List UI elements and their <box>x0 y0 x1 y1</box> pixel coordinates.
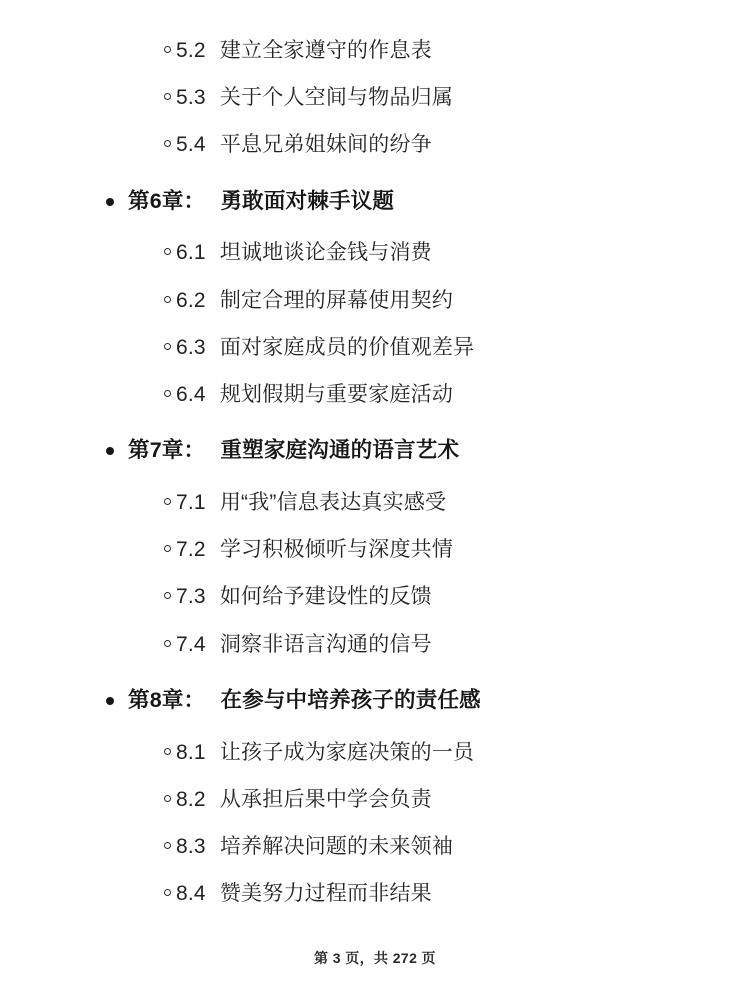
section-number: 6.1 <box>176 241 206 265</box>
chapter-title: 勇敢面对棘手议题 <box>220 188 395 213</box>
section-title: 规划假期与重要家庭活动 <box>219 383 454 406</box>
disc-bullet-icon <box>106 198 114 206</box>
section-title: 关于个人空间与物品归属 <box>219 86 454 110</box>
circle-bullet-icon <box>164 592 171 599</box>
section-title: 面对家庭成员的价值观差异 <box>219 335 475 359</box>
circle-bullet-icon <box>164 46 171 53</box>
section-list <box>60 38 690 158</box>
section-number: 8.3 <box>176 835 206 859</box>
section-list <box>60 740 690 907</box>
section-number: 5.4 <box>176 133 206 157</box>
toc-group <box>60 687 690 907</box>
table-of-contents <box>60 38 690 906</box>
section-number: 8.2 <box>176 787 206 811</box>
list-item[interactable] <box>60 288 690 313</box>
section-list <box>60 240 690 407</box>
section-number: 5.2 <box>176 39 206 62</box>
section-title: 坦诚地谈论金钱与消费 <box>219 241 432 265</box>
circle-bullet-icon <box>164 296 171 303</box>
section-number: 5.3 <box>176 86 206 110</box>
section-number: 6.3 <box>176 335 206 359</box>
list-item[interactable] <box>60 787 690 812</box>
toc-group <box>60 38 690 158</box>
section-number: 8.4 <box>176 882 206 906</box>
circle-bullet-icon <box>164 795 171 802</box>
chapter-label: 第7章： <box>128 438 206 463</box>
chapter-title: 在参与中培养孩子的责任感 <box>220 687 481 712</box>
list-item[interactable] <box>60 584 690 609</box>
section-title: 建立全家遵守的作息表 <box>219 39 432 62</box>
chapter-label: 第8章： <box>128 687 206 712</box>
circle-bullet-icon <box>164 842 171 849</box>
list-item[interactable] <box>60 881 690 906</box>
section-title: 用“我”信息表达真实感受 <box>219 491 447 515</box>
list-item[interactable] <box>60 537 690 562</box>
chapter-heading[interactable] <box>60 687 690 714</box>
section-number: 8.1 <box>176 740 206 764</box>
list-item[interactable] <box>60 490 690 515</box>
section-number: 7.1 <box>176 491 206 515</box>
list-item[interactable] <box>60 382 690 407</box>
circle-bullet-icon <box>164 545 171 552</box>
section-title: 培养解决问题的未来领袖 <box>219 835 454 859</box>
toc-group <box>60 437 690 657</box>
section-title: 学习积极倾听与深度共情 <box>219 538 454 562</box>
circle-bullet-icon <box>164 390 171 397</box>
list-item[interactable] <box>60 38 690 63</box>
chapter-heading[interactable] <box>60 188 690 215</box>
page-footer: 第 3 页，共 272 页 <box>314 950 436 966</box>
list-item[interactable] <box>60 132 690 157</box>
section-title: 制定合理的屏幕使用契约 <box>219 288 454 312</box>
circle-bullet-icon <box>164 140 171 147</box>
list-item[interactable] <box>60 335 690 360</box>
circle-bullet-icon <box>164 748 171 755</box>
section-title: 如何给予建设性的反馈 <box>219 585 432 609</box>
section-number: 6.2 <box>176 288 206 312</box>
list-item[interactable] <box>60 85 690 110</box>
chapter-label: 第6章： <box>128 188 206 213</box>
section-number: 7.3 <box>176 585 206 609</box>
circle-bullet-icon <box>164 248 171 255</box>
circle-bullet-icon <box>164 343 171 350</box>
circle-bullet-icon <box>164 93 171 100</box>
circle-bullet-icon <box>164 889 171 896</box>
section-title: 从承担后果中学会负责 <box>219 787 432 811</box>
chapter-title: 重塑家庭沟通的语言艺术 <box>220 438 460 463</box>
circle-bullet-icon <box>164 498 171 505</box>
section-number: 7.4 <box>176 632 206 656</box>
chapter-heading[interactable] <box>60 437 690 464</box>
section-list <box>60 490 690 657</box>
section-number: 6.4 <box>176 383 206 406</box>
list-item[interactable] <box>60 632 690 657</box>
section-title: 洞察非语言沟通的信号 <box>219 632 432 656</box>
list-item[interactable] <box>60 240 690 265</box>
disc-bullet-icon <box>106 697 114 705</box>
section-number: 7.2 <box>176 538 206 562</box>
section-title: 平息兄弟姐妹间的纷争 <box>219 133 432 157</box>
toc-group <box>60 188 690 408</box>
circle-bullet-icon <box>164 640 171 647</box>
section-title: 赞美努力过程而非结果 <box>219 882 432 906</box>
disc-bullet-icon <box>106 447 114 455</box>
section-title: 让孩子成为家庭决策的一员 <box>219 740 475 764</box>
list-item[interactable] <box>60 740 690 765</box>
list-item[interactable] <box>60 834 690 859</box>
